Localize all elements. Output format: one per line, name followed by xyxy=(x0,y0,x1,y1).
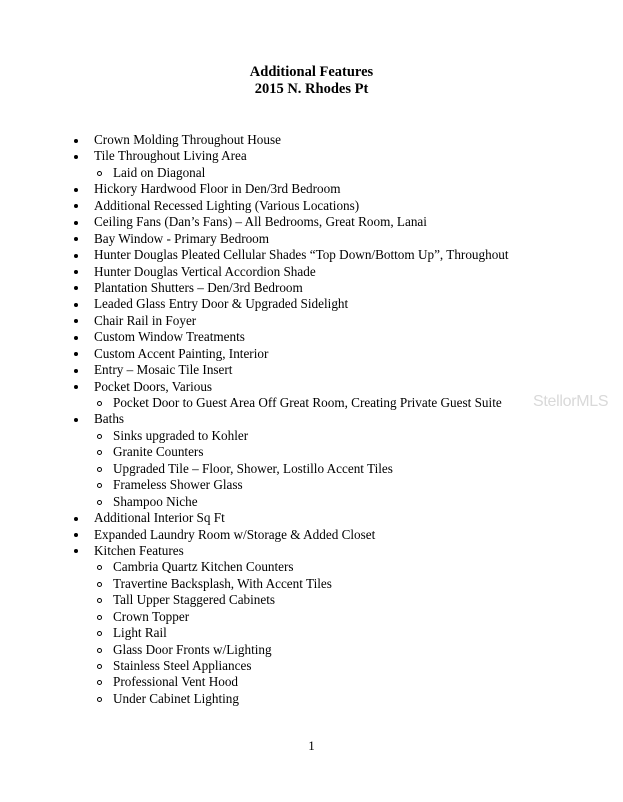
list-item-text: Pocket Doors, Various xyxy=(94,378,213,394)
list-item xyxy=(0,247,623,263)
hollow-bullet-icon xyxy=(97,664,102,669)
list-item-text: Plantation Shutters – Den/3rd Bedroom xyxy=(94,279,303,295)
list-item xyxy=(0,264,623,280)
list-item-text: Kitchen Features xyxy=(94,542,184,558)
bullet-icon xyxy=(74,155,78,159)
list-item xyxy=(0,527,623,543)
hollow-bullet-icon xyxy=(97,467,102,472)
list-item-text: Leaded Glass Entry Door & Upgraded Sidelight xyxy=(94,296,349,312)
bullet-icon xyxy=(74,385,78,389)
list-item-text: Under Cabinet Lighting xyxy=(113,690,239,706)
list-item-text: Crown Molding Throughout House xyxy=(94,132,281,147)
hollow-bullet-icon xyxy=(97,500,102,505)
list-item-text: Cambria Quartz Kitchen Counters xyxy=(113,559,294,575)
list-item xyxy=(0,543,623,559)
bullet-icon xyxy=(74,517,78,521)
list-item-text: Ceiling Fans (Dan’s Fans) – All Bedrooms, Great Room, Lanai xyxy=(94,214,427,230)
bullet-icon xyxy=(74,286,78,290)
hollow-bullet-icon xyxy=(97,615,102,620)
list-item xyxy=(0,329,623,345)
list-item-text: Upgraded Tile – Floor, Shower, Lostillo Accent Tiles xyxy=(113,460,393,476)
list-item-text: Hunter Douglas Vertical Accordion Shade xyxy=(94,263,316,279)
sub-list-item xyxy=(0,165,623,181)
list-item-text: Frameless Shower Glass xyxy=(113,477,243,493)
bullet-icon xyxy=(74,139,78,143)
bullet-icon xyxy=(74,418,78,422)
list-item-text: Tall Upper Staggered Cabinets xyxy=(113,592,276,608)
sub-list-item xyxy=(0,461,623,477)
bullet-icon xyxy=(74,204,78,208)
list-item-text: Hunter Douglas Pleated Cellular Shades “Top Down/Bottom Up”, Throughout xyxy=(94,247,509,263)
list-item xyxy=(0,510,623,526)
hollow-bullet-icon xyxy=(97,697,102,702)
hollow-bullet-icon xyxy=(97,434,102,439)
list-item-text: Custom Window Treatments xyxy=(94,329,245,345)
hollow-bullet-icon xyxy=(97,648,102,653)
list-item xyxy=(0,379,623,395)
bullet-icon xyxy=(74,188,78,192)
list-item-text: Expanded Laundry Room w/Storage & Added Closet xyxy=(94,526,376,542)
list-item xyxy=(0,411,623,427)
list-item-text: Sinks upgraded to Kohler xyxy=(113,427,249,443)
list-item-text: Tile Throughout Living Area xyxy=(94,148,247,164)
sub-list-item xyxy=(0,674,623,690)
bullet-icon xyxy=(74,270,78,274)
list-item-text: Chair Rail in Foyer xyxy=(94,312,197,328)
list-item-text: Pocket Door to Guest Area Off Great Room, Creating Private Guest Suite xyxy=(113,395,502,410)
list-item-text: Shampoo Niche xyxy=(113,493,198,509)
list-item xyxy=(0,362,623,378)
sub-list-item xyxy=(0,559,623,575)
list-item-text: Crown Topper xyxy=(113,608,190,624)
hollow-bullet-icon xyxy=(97,483,102,488)
list-item xyxy=(0,280,623,296)
hollow-bullet-icon xyxy=(97,450,102,455)
list-item-text: Professional Vent Hood xyxy=(113,674,239,690)
hollow-bullet-icon xyxy=(97,582,102,587)
sub-list-item xyxy=(0,642,623,658)
list-item-text: Glass Door Fronts w/Lighting xyxy=(113,641,272,657)
sub-list-item xyxy=(0,576,623,592)
list-item-text: Laid on Diagonal xyxy=(113,164,206,180)
list-item-text: Custom Accent Painting, Interior xyxy=(94,345,269,361)
sub-list-item xyxy=(0,625,623,641)
list-item xyxy=(0,214,623,230)
hollow-bullet-icon xyxy=(97,631,102,636)
bullet-icon xyxy=(74,221,78,225)
list-item xyxy=(0,346,623,362)
list-item xyxy=(0,231,623,247)
list-item xyxy=(0,132,623,148)
page-number: 1 xyxy=(308,738,315,753)
bullet-icon xyxy=(74,352,78,356)
list-item xyxy=(0,198,623,214)
document-title: Additional Features xyxy=(249,64,374,80)
list-item-text: Entry – Mosaic Tile Insert xyxy=(94,362,233,378)
document-subtitle: 2015 N. Rhodes Pt xyxy=(254,81,369,97)
bullet-icon xyxy=(74,533,78,537)
hollow-bullet-icon xyxy=(97,565,102,570)
bullet-icon xyxy=(74,319,78,323)
bullet-icon xyxy=(74,369,78,373)
list-item-text: Baths xyxy=(94,411,125,427)
sub-list-item xyxy=(0,592,623,608)
sub-list-item xyxy=(0,428,623,444)
hollow-bullet-icon xyxy=(97,171,102,176)
hollow-bullet-icon xyxy=(97,401,102,406)
list-item-text: Stainless Steel Appliances xyxy=(113,658,252,673)
list-item-text: Bay Window - Primary Bedroom xyxy=(94,230,270,246)
list-item-text: Light Rail xyxy=(113,625,167,641)
sub-list-item xyxy=(0,395,623,411)
hollow-bullet-icon xyxy=(97,598,102,603)
bullet-icon xyxy=(74,237,78,241)
list-item xyxy=(0,181,623,197)
feature-list xyxy=(0,132,623,707)
list-item-text: Travertine Backsplash, With Accent Tiles xyxy=(113,575,332,591)
sub-list-item xyxy=(0,494,623,510)
list-item xyxy=(0,313,623,329)
sub-list-item xyxy=(0,609,623,625)
list-item-text: Additional Interior Sq Ft xyxy=(94,510,225,526)
sub-list-item xyxy=(0,691,623,707)
sub-list-item xyxy=(0,477,623,493)
bullet-icon xyxy=(74,549,78,553)
bullet-icon xyxy=(74,336,78,340)
list-item xyxy=(0,148,623,164)
hollow-bullet-icon xyxy=(97,680,102,685)
bullet-icon xyxy=(74,254,78,258)
list-item xyxy=(0,296,623,312)
watermark: StellorMLS xyxy=(533,393,609,410)
sub-list-item xyxy=(0,444,623,460)
sub-list-item xyxy=(0,658,623,674)
list-item-text: Granite Counters xyxy=(113,444,204,460)
list-item-text: Hickory Hardwood Floor in Den/3rd Bedroom xyxy=(94,181,341,197)
list-item-text: Additional Recessed Lighting (Various Locations) xyxy=(94,197,360,213)
bullet-icon xyxy=(74,303,78,307)
